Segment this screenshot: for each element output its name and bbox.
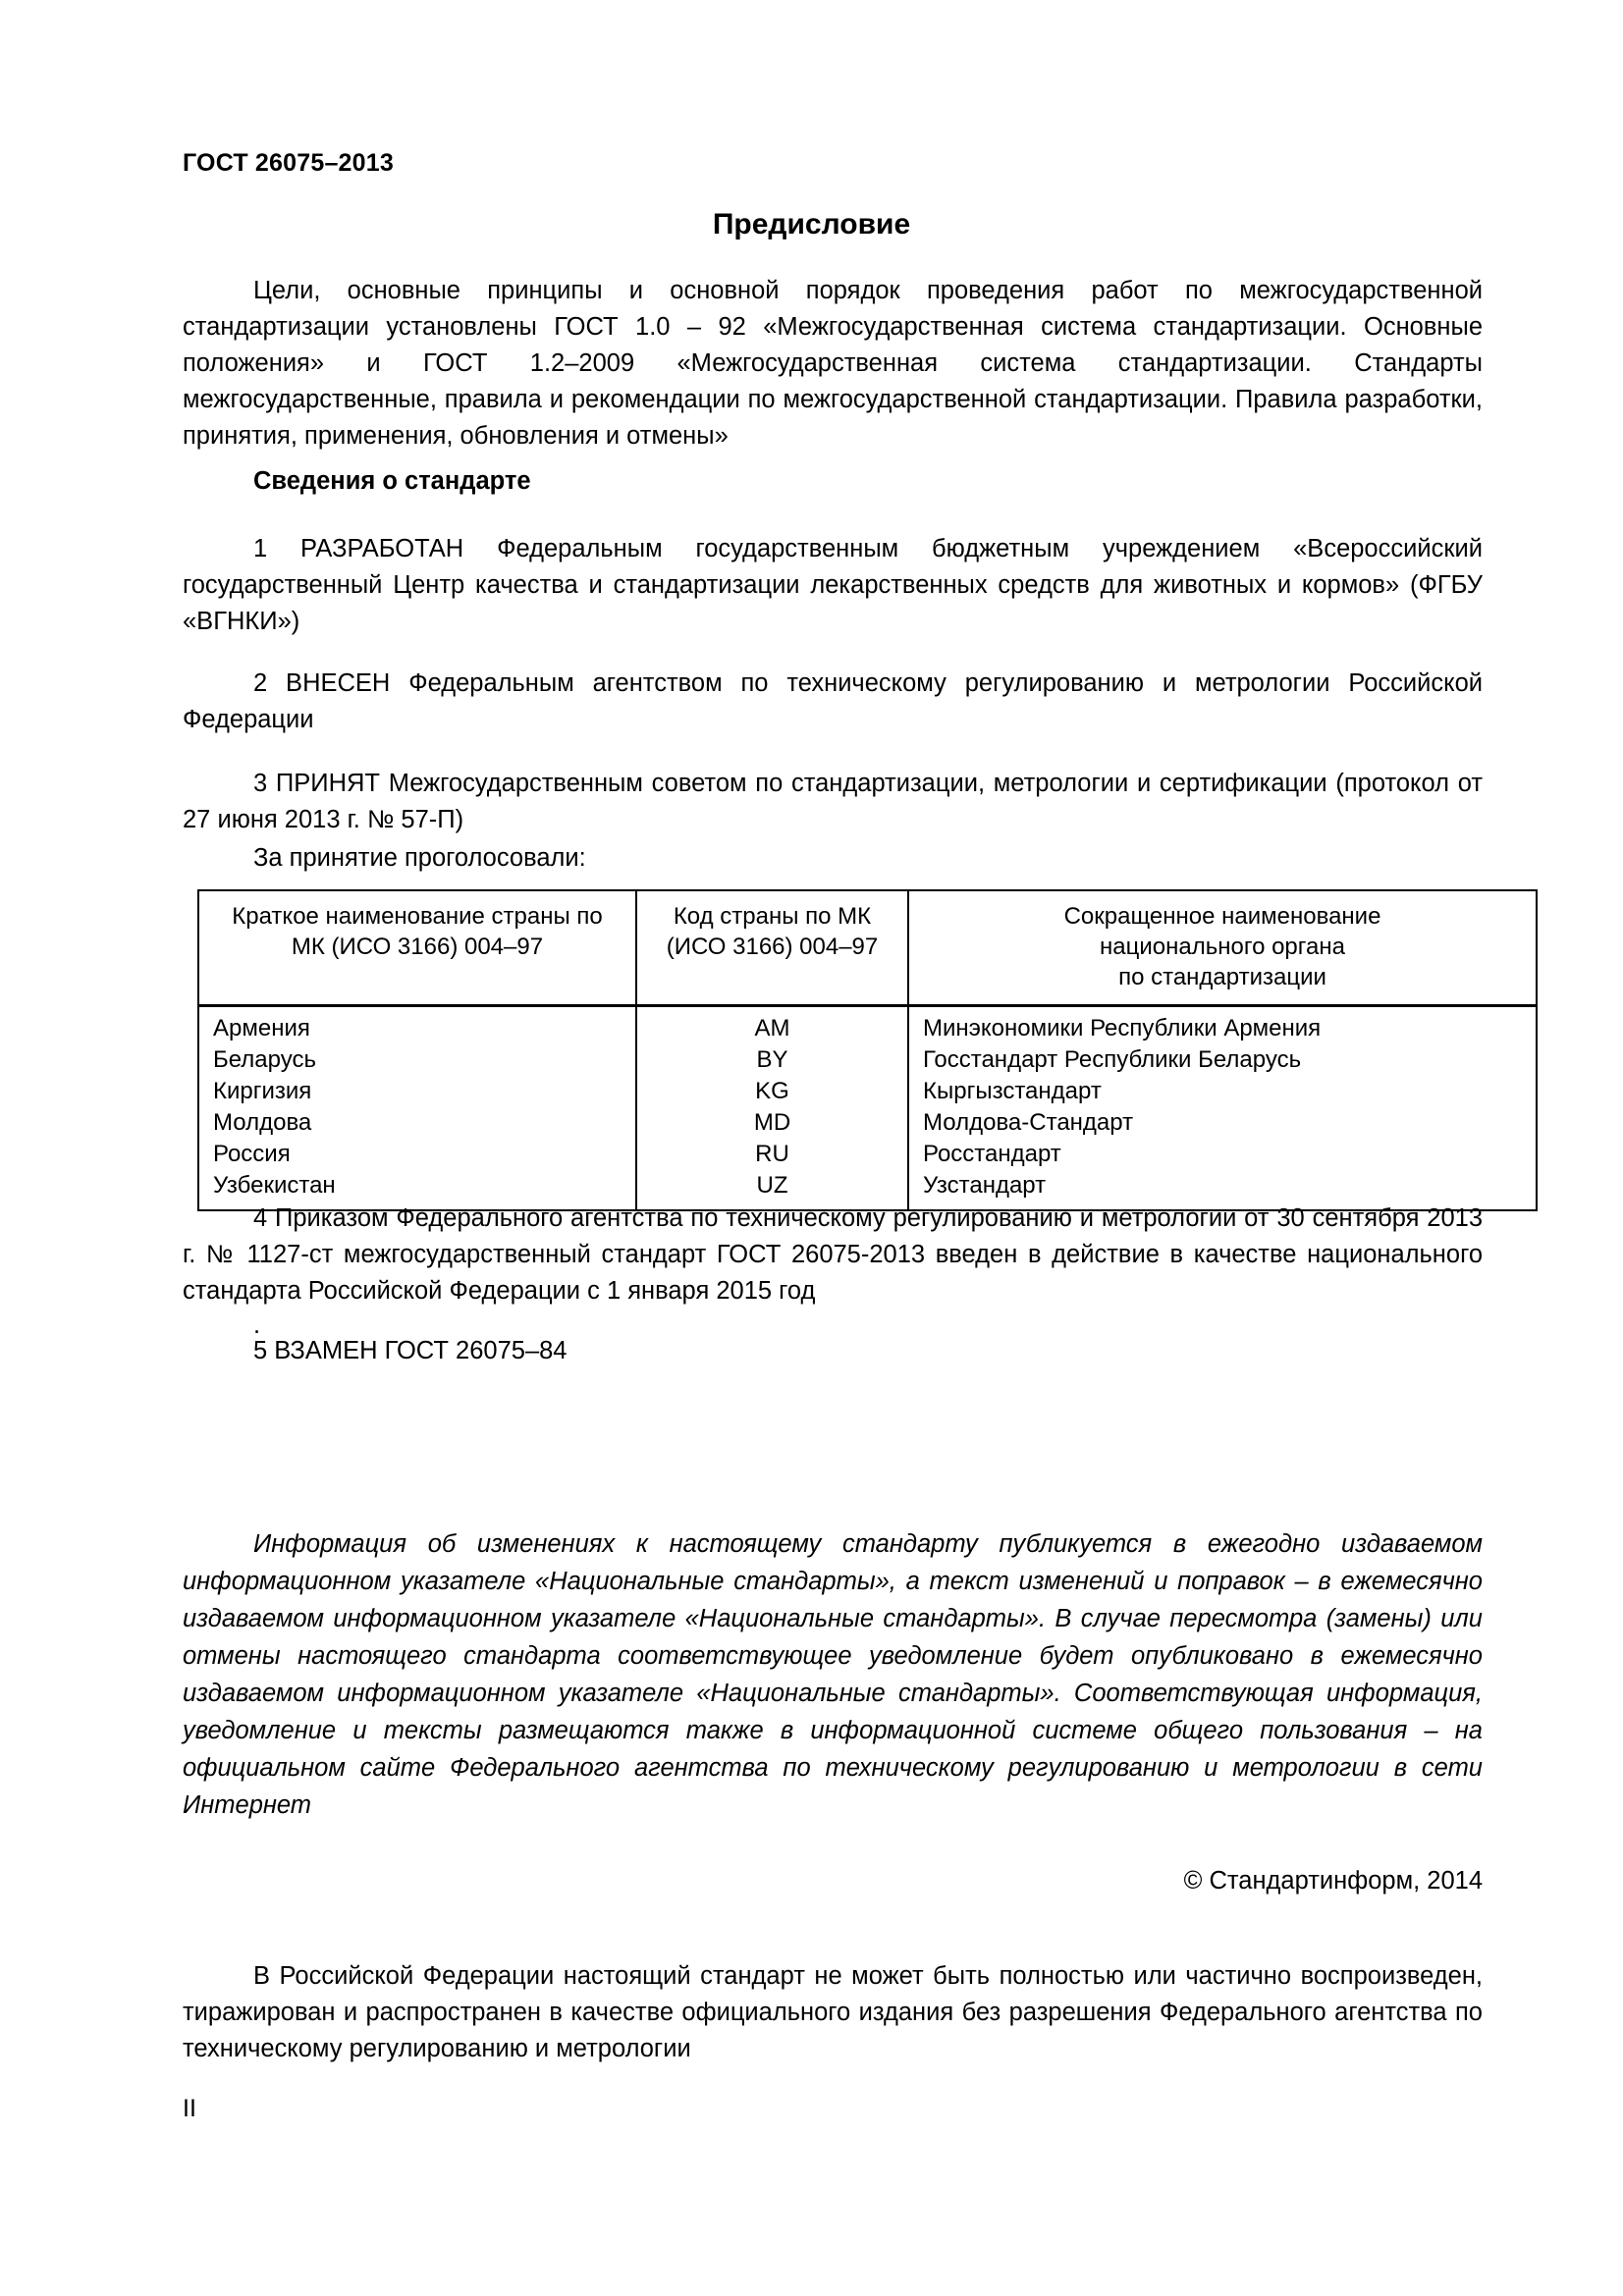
vote-column-countries (198, 1006, 636, 1211)
code-cell: UZ (756, 1172, 788, 1199)
intro-paragraph: Цели, основные принципы и основной порядок проведения работ по межгосударственной стандартизации установлены ГОСТ 1.0 – 92 «Межгосударственная система стандартизации. Основные положения» и ГОСТ 1.2–2009 «Межгосударственная система стандартизации. Стандарты межгосударственные, правила и рекомендации по межгосударственной стандартизации. Правила разработки, принятия, применения, обновления и отмены» (183, 277, 1483, 450)
standard-info-item-3: 3 ПРИНЯТ Межгосударственным советом по стандартизации, метрологии и сертификации (протокол от 27 июня 2013 г. № 57-П) (183, 770, 1483, 833)
vote-table-row (198, 1006, 1537, 1211)
vote-header-body-line2: национального органа (1100, 934, 1345, 960)
vote-table-header-row (198, 890, 1537, 1006)
body-cell: Молдова-Стандарт (923, 1109, 1134, 1136)
standard-info-item-1: 1 РАЗРАБОТАН Федеральным государственным бюджетным учреждением «Всероссийский государственный Центр качества и стандартизации лекарственных средств для животных и кормов» (ФГБУ «ВГНКИ») (183, 535, 1483, 635)
vote-caption-block (183, 840, 1483, 877)
code-cell: KG (755, 1078, 789, 1104)
body-cell: Госстандарт Республики Беларусь (923, 1046, 1302, 1073)
body-cell: Минэкономики Республики Армения (923, 1015, 1322, 1041)
standard-info-item-4-block (183, 1201, 1483, 1309)
reproduction-paragraph: В Российской Федерации настоящий стандарт не может быть полностью или частично воспроизведен, тиражирован и распространен в качестве официального издания без разрешения Федерального агентства по техническому регулированию и метрологии (183, 1962, 1483, 2062)
stray-mark: . (253, 1311, 261, 1339)
code-cell: MD (753, 1109, 791, 1136)
vote-header-country-line2: МК (ИСО 3166) 004–97 (291, 934, 544, 960)
standard-info-item-1-block (183, 531, 1483, 640)
notice-paragraph: Информация об изменениях к настоящему стандарту публикуется в ежегодно издаваемом информационном указателе «Национальные стандарты», а текст изменений и поправок – в ежемесячно издаваемом информационном указателе «Национальные стандарты». В случае пересмотра (замены) или отмены настоящего стандарта соответствующее уведомление будет опубликовано в ежемесячно издаваемом информационном указателе «Национальные стандарты». Соответствующая информация, уведомление и тексты размещаются также в информационной системе общего пользования – на официальном сайте Федерального агентства по техническому регулированию и метрологии в сети Интернет (183, 1530, 1483, 1819)
code-list (637, 1007, 907, 1201)
standard-info-heading: Сведения о стандарте (253, 467, 531, 495)
code-cell: AM (754, 1015, 790, 1041)
body-cell: Кыргызстандарт (923, 1078, 1102, 1104)
vote-table-header-code (636, 890, 908, 1006)
standard-info-item-2: 2 ВНЕСЕН Федеральным агентством по техническому регулированию и метрологии Российской Федерации (183, 669, 1483, 733)
vote-column-bodies (908, 1006, 1537, 1211)
reproduction-block (183, 1958, 1483, 2067)
standard-info-item-4: 4 Приказом Федерального агентства по техническому регулированию и метрологии от 30 сентября 2013 г. № 1127-ст межгосударственный стандарт ГОСТ 26075-2013 введен в действие в качестве национального стандарта Российской Федерации с 1 января 2015 год (183, 1204, 1483, 1305)
country-cell: Беларусь (213, 1046, 316, 1073)
body-list (909, 1007, 1536, 1201)
page-number: II (183, 2095, 196, 2122)
copyright-line: © Стандартинформ, 2014 (1183, 1867, 1483, 1895)
standard-info-item-2-block (183, 666, 1483, 738)
vote-table-caption: За принятие проголосовали: (253, 844, 586, 872)
vote-table-body (198, 1006, 1537, 1211)
vote-table-wrapper (197, 889, 1483, 1211)
code-cell: BY (756, 1046, 788, 1073)
vote-table (197, 889, 1538, 1211)
vote-table-header-country (198, 890, 636, 1006)
vote-header-code-line2: (ИСО 3166) 004–97 (666, 934, 879, 960)
notice-block (183, 1525, 1483, 1824)
vote-header-code-line1: Код страны по МК (673, 903, 872, 930)
standard-info-item-5: 5 ВЗАМЕН ГОСТ 26075–84 (253, 1337, 568, 1364)
standard-info-item-3-block (183, 766, 1483, 838)
country-cell: Армения (213, 1015, 310, 1041)
body-cell: Росстандарт (923, 1141, 1061, 1167)
running-header: ГОСТ 26075–2013 (183, 149, 394, 177)
country-cell: Россия (213, 1141, 291, 1167)
country-cell: Киргизия (213, 1078, 312, 1104)
country-cell: Молдова (213, 1109, 312, 1136)
vote-table-head (198, 890, 1537, 1006)
intro-block (183, 273, 1483, 454)
body-cell: Узстандарт (923, 1172, 1047, 1199)
code-cell: RU (755, 1141, 789, 1167)
vote-column-codes (636, 1006, 908, 1211)
vote-header-body-line3: по стандартизации (1118, 964, 1326, 990)
country-list (199, 1007, 635, 1201)
page-title: Предисловие (712, 208, 911, 240)
vote-header-country-line1: Краткое наименование страны по (232, 903, 603, 930)
vote-header-body-line1: Сокращенное наименование (1063, 903, 1381, 930)
standard-info-item-5-block (183, 1333, 1483, 1369)
vote-table-header-body (908, 890, 1537, 1006)
country-cell: Узбекистан (213, 1172, 336, 1199)
standard-info-heading-block (183, 463, 1483, 500)
